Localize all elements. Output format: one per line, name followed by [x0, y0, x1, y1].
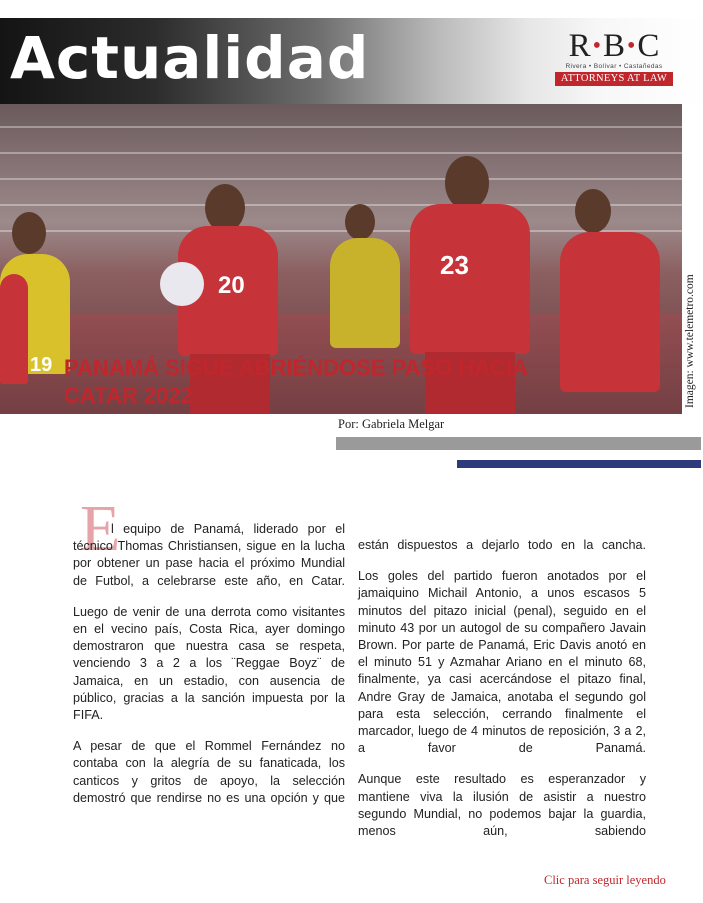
jersey-number: 20 [218, 272, 245, 299]
section-title: Actualidad [10, 24, 370, 92]
logo-tagline: ATTORNEYS AT LAW [555, 72, 673, 86]
headline-line-2: CATAR 2022 [64, 383, 193, 408]
image-credit-text: Imagen: www.telemetro.com [684, 274, 696, 408]
player-red-23 [410, 204, 530, 354]
paragraph: A pesar de que el Rommel Fernández no contaba con la alegría de su fanaticada, los canticos y gritos de apoyo, la selección demostró que rendirse no es una opción y que [73, 739, 345, 805]
stand-line [0, 230, 682, 232]
drop-cap: E [80, 492, 121, 565]
player-head [12, 212, 46, 254]
player-head [205, 184, 245, 232]
logo-dot: • [627, 33, 636, 59]
football [160, 262, 204, 306]
rbc-logo [555, 28, 673, 90]
jersey-number: 23 [440, 250, 469, 280]
byline: Por: Gabriela Melgar [338, 417, 445, 431]
logo-letter-c: C [637, 28, 660, 64]
logo-names: Rivera • Bolívar • Castañedas [565, 63, 663, 70]
player-yellow-mid [330, 238, 400, 348]
navy-divider-bar [457, 460, 701, 468]
article-headline [64, 354, 624, 410]
paragraph: Aunque este resultado es esperanzador y mantiene viva la ilusión de asistir a nuestro segundo Mundial, no podemos bajar la guardia, menos aún, sabiendo [358, 772, 646, 839]
stand-line [0, 126, 682, 128]
continue-reading-link[interactable]: Clic para seguir leyendo [544, 873, 666, 887]
player-head [445, 156, 489, 210]
logo-letter-r: R [568, 28, 591, 64]
logo-dot: • [592, 33, 601, 59]
headline-line-1: PANAMÁ SIGUE ABRIÉNDOSE PASO HACIA [64, 355, 529, 380]
paragraph: l equipo de Panamá, liderado por el técnico Thomas Christiansen, sigue en la lucha por obtener un pase hacia el próximo Mundial de Futbol, a celebrarse este año, en Catar. [73, 522, 345, 588]
gray-divider-bar [336, 437, 701, 450]
article-column-right [358, 537, 646, 854]
article-column-left [73, 521, 345, 821]
jersey-number: 19 [30, 354, 53, 376]
paragraph: Los goles del partido fueron anotados por el jamaiquino Michail Antonio, a unos escasos 5 minutos del pitazo inicial (penal), seguido en el minuto 43 por un autogol de su compañero Javain Brown. Por parte de Panamá, Eric Davis anotó en el minuto 51 y Azmahar Ariano en el minuto 68, finalmente, ya casi acercándose el pitazo final, Andre Gray de Jamaica, anotaba el segundo gol para esta selección, cerrando finalmente el marcador, luego de 4 minutos de reposición, 3 a 2, a favor de Panamá. [358, 569, 646, 756]
logo-letter-b: B [602, 28, 625, 64]
stand-line [0, 178, 682, 180]
player-red-edge [0, 274, 28, 384]
stand-line [0, 152, 682, 154]
paragraph: Luego de venir de una derrota como visitantes en el vecino país, Costa Rica, ayer domingo demostraron que nuestra casa se respeta, venciendo 3 a 2 a los ¨Reggae Boyz¨ de Jamaica, en un estadio, con ausencia de público, gracias a la sanción impuesta por la FIFA. [73, 604, 345, 723]
player-head [575, 189, 611, 233]
player-head [345, 204, 375, 240]
logo-letters [555, 28, 673, 67]
paragraph: están dispuestos a dejarlo todo en la cancha. [358, 538, 646, 552]
